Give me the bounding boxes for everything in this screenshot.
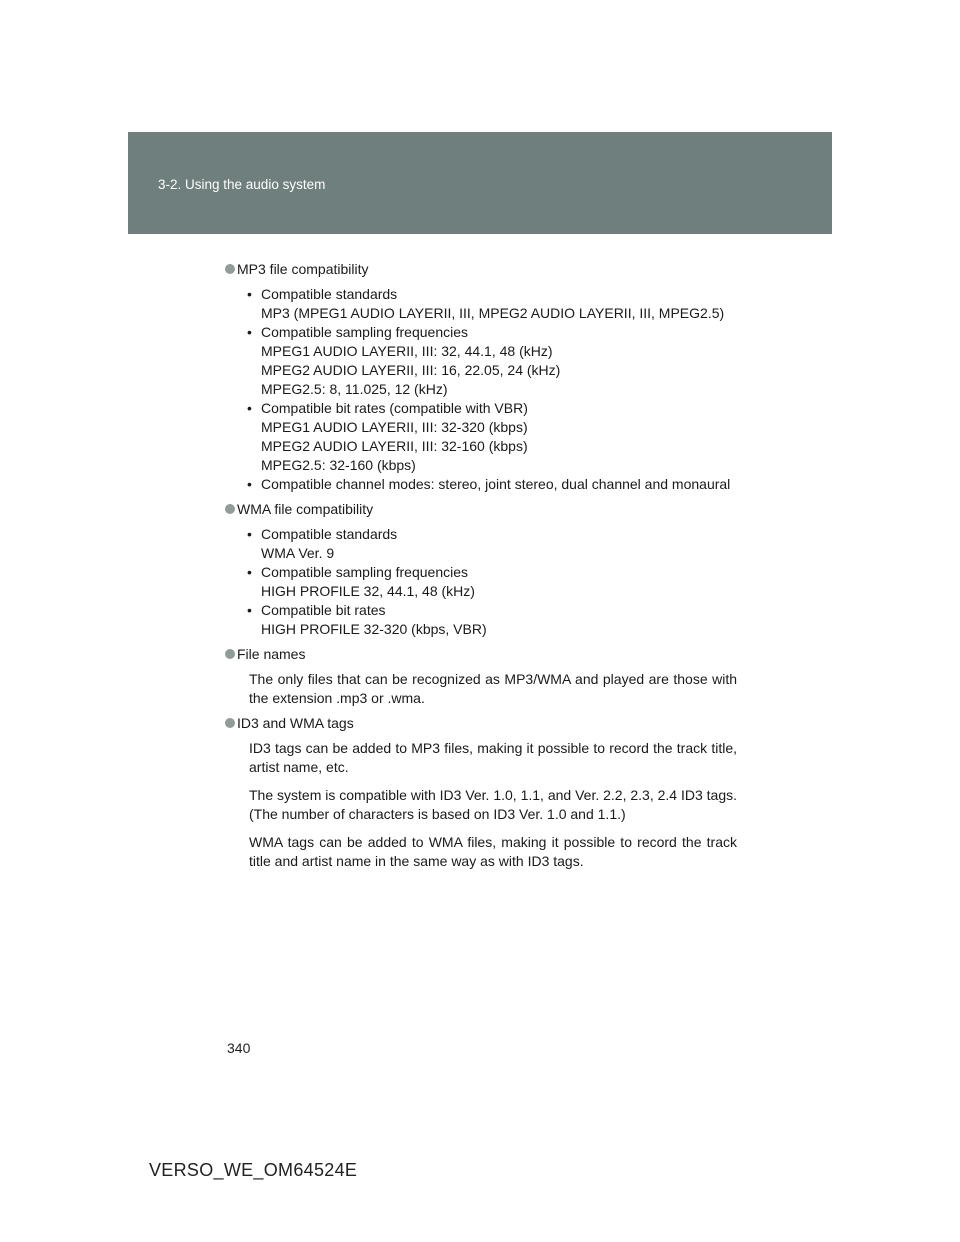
- document-code: VERSO_WE_OM64524E: [149, 1160, 358, 1180]
- list-item: • Compatible standards MP3 (MPEG1 AUDIO LAYERII, III, MPEG2 AUDIO LAYERII, III, MPEG2.5): [247, 286, 725, 321]
- bullet-icon: •: [247, 286, 252, 302]
- list-item: • Compatible channel modes: stereo, joint stereo, dual channel and monaural: [247, 476, 731, 492]
- section-wma: [237, 500, 737, 639]
- section-title: 3-2. Using the audio system: [158, 177, 326, 192]
- bullet-icon: •: [247, 400, 252, 416]
- paragraph: The system is compatible with ID3 Ver. 1.0, 1.1, and Ver. 2.2, 2.3, 2.4 ID3 tags. (The number of characters is based on ID3 Ver. 1.0 and 1.1.): [249, 787, 737, 822]
- bullet-icon: •: [247, 602, 252, 618]
- page-content: [237, 260, 737, 877]
- spec-list: [237, 525, 737, 639]
- bullet-icon: •: [247, 324, 252, 340]
- list-item: • Compatible bit rates (compatible with VBR) MPEG1 AUDIO LAYERII, III: 32-320 (kbps) MPEG2 AUDIO LAYERII, III: 32-160 (kbps) MPEG2.5: 32-160 (kbps): [247, 400, 528, 473]
- bullet-dot-icon: [225, 718, 235, 728]
- bullet-dot-icon: [225, 264, 235, 274]
- section-heading: MP3 file compatibility: [237, 260, 737, 279]
- section-heading: WMA file compatibility: [237, 500, 737, 519]
- list-item: • Compatible sampling frequencies HIGH PROFILE 32, 44.1, 48 (kHz): [247, 564, 475, 599]
- section-mp3: [237, 260, 737, 494]
- section-id3-wma-tags: [237, 714, 737, 871]
- page-number: 340: [227, 1040, 251, 1056]
- paragraph: The only files that can be recognized as MP3/WMA and played are those with the extension .mp3 or .wma.: [249, 671, 737, 706]
- list-item: • Compatible bit rates HIGH PROFILE 32-320 (kbps, VBR): [247, 602, 487, 637]
- bullet-dot-icon: [225, 504, 235, 514]
- section-file-names: [237, 645, 737, 708]
- bullet-icon: •: [247, 476, 252, 492]
- bullet-icon: •: [247, 564, 252, 580]
- bullet-dot-icon: [225, 649, 235, 659]
- list-item: • Compatible sampling frequencies MPEG1 AUDIO LAYERII, III: 32, 44.1, 48 (kHz) MPEG2 AUDIO LAYERII, III: 16, 22.05, 24 (kHz) MPEG2.5: 8, 11.025, 12 (kHz): [247, 324, 561, 397]
- spec-list: [237, 285, 737, 494]
- paragraph: ID3 tags can be added to MP3 files, making it possible to record the track title, artist name, etc.: [249, 740, 737, 775]
- bullet-icon: •: [247, 526, 252, 542]
- paragraph: WMA tags can be added to WMA files, making it possible to record the track title and artist name in the same way as with ID3 tags.: [249, 834, 737, 869]
- section-heading: File names: [237, 645, 737, 664]
- section-header-bar: [128, 132, 832, 234]
- list-item: • Compatible standards WMA Ver. 9: [247, 526, 398, 561]
- section-heading: ID3 and WMA tags: [237, 714, 737, 733]
